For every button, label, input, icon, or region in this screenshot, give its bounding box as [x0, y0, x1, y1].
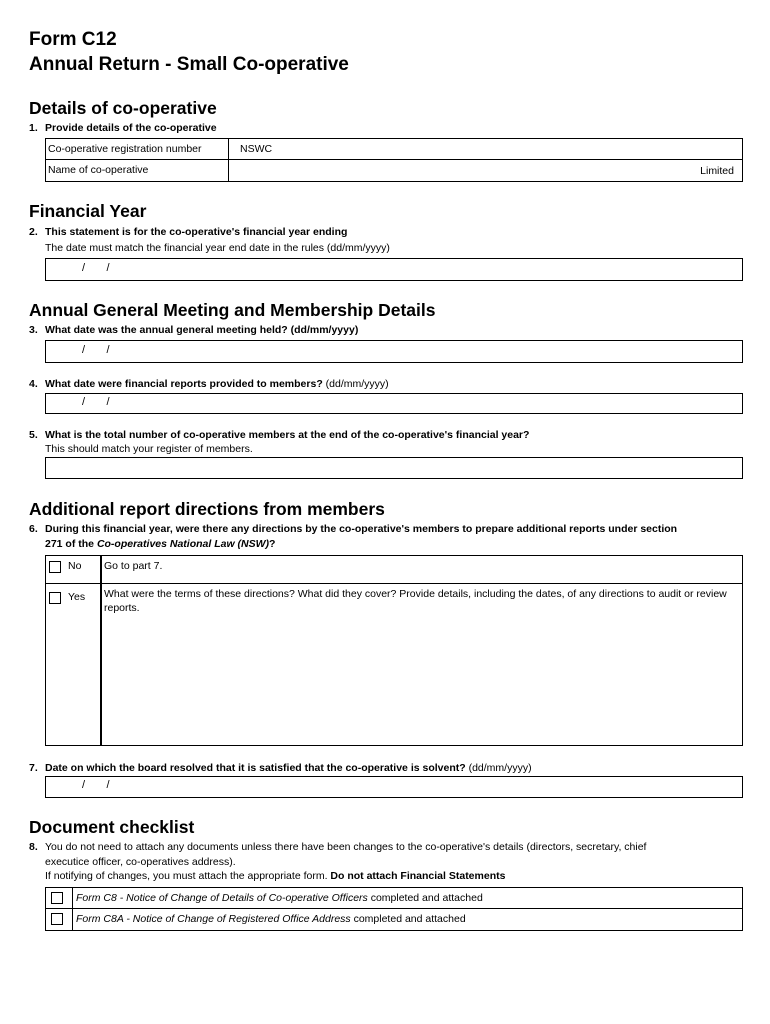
limited-suffix: Limited	[700, 165, 734, 177]
form-title: Annual Return - Small Co-operative	[29, 54, 349, 75]
form-c8-item	[76, 891, 483, 905]
question-8-line2: executice officer, co-operatives address).	[45, 856, 236, 868]
question-text: What is the total number of co-operative members at the end of the co-operative's financial year?	[45, 429, 530, 441]
question-5	[29, 428, 529, 442]
question-text: What date was the annual general meeting held? (dd/mm/yyyy)	[45, 324, 359, 336]
date-separators: / /	[82, 344, 110, 356]
member-count-field[interactable]	[45, 457, 743, 479]
registration-number-label: Co-operative registration number	[48, 143, 202, 155]
yes-label: Yes	[68, 591, 86, 603]
registration-number-field[interactable]: NSWC	[240, 143, 273, 155]
date-separators: / /	[82, 779, 110, 791]
form-c8-name: Form C8 - Notice of Change of Details of Co-operative Officers	[76, 892, 368, 904]
date-format-hint: (dd/mm/yyyy)	[325, 378, 389, 390]
table-divider	[45, 908, 743, 909]
no-instruction: Go to part 7.	[104, 560, 163, 572]
agm-heading: Annual General Meeting and Membership Details	[29, 300, 436, 320]
question-8-line1: You do not need to attach any documents unless there have been changes to the co-operative's details (directors, secretary, chief	[45, 841, 647, 853]
question-8-line3	[45, 869, 505, 883]
question-text: This statement is for the co-operative's financial year ending	[45, 226, 348, 238]
form-number: Form C12	[29, 29, 117, 50]
question-7	[29, 761, 532, 775]
completed-text: completed and attached	[367, 892, 483, 904]
directions-details-field[interactable]	[103, 620, 739, 742]
question-text: What date were financial reports provided to members?	[45, 378, 323, 390]
form-c8a-checkbox[interactable]	[51, 913, 63, 925]
question-8-instruction: If notifying of changes, you must attach the appropriate form.	[45, 870, 328, 882]
financial-year-heading: Financial Year	[29, 201, 147, 221]
question-text: Provide details of the co-operative	[45, 122, 217, 134]
yes-instruction: What were the terms of these directions? What did they cover? Provide details, including the dates, of any directions to audit or review reports.	[104, 588, 727, 614]
question-number: 4.	[29, 378, 38, 390]
question-6	[29, 522, 739, 536]
table-divider	[100, 555, 102, 746]
question-1	[29, 121, 217, 135]
question-number: 7.	[29, 762, 38, 774]
law-name: Co-operatives National Law (NSW)	[96, 538, 270, 550]
question-text: 271 of the	[45, 538, 97, 550]
date-separators: / /	[82, 262, 110, 274]
question-text: During this financial year, were there any directions by the co-operative's members to prepare additional reports under section	[45, 523, 678, 535]
additional-heading: Additional report directions from members	[29, 499, 385, 519]
financial-year-end-date-field[interactable]	[45, 258, 743, 281]
question-2-note: The date must match the financial year end date in the rules (dd/mm/yyyy)	[45, 242, 390, 254]
coop-name-label: Name of co-operative	[48, 164, 149, 176]
question-number: 3.	[29, 324, 38, 336]
table-divider	[45, 583, 743, 584]
question-text: Date on which the board resolved that it is satisfied that the co-operative is solvent?	[45, 762, 466, 774]
question-5-note: This should match your register of members.	[45, 443, 253, 455]
form-c8a-name: Form C8A - Notice of Change of Registered Office Address	[76, 913, 351, 925]
form-c8a-item	[76, 912, 466, 926]
question-number: 8.	[29, 841, 38, 853]
no-checkbox[interactable]	[49, 561, 61, 573]
question-number: 5.	[29, 429, 38, 441]
question-number: 2.	[29, 226, 38, 238]
completed-text: completed and attached	[350, 913, 466, 925]
solvency-date-field[interactable]	[45, 776, 743, 798]
question-number: 6.	[29, 523, 38, 535]
question-6-line2	[45, 537, 275, 551]
question-3	[29, 323, 358, 337]
reports-date-field[interactable]	[45, 393, 743, 414]
table-divider	[72, 887, 73, 931]
question-2	[29, 225, 347, 239]
question-text: ?	[269, 538, 276, 550]
form-c8-checkbox[interactable]	[51, 892, 63, 904]
yes-checkbox[interactable]	[49, 592, 61, 604]
question-8-warning: Do not attach Financial Statements	[330, 870, 506, 882]
date-separators: / /	[82, 396, 110, 408]
date-format-hint: (dd/mm/yyyy)	[468, 762, 532, 774]
no-label: No	[68, 560, 82, 572]
agm-date-field[interactable]	[45, 340, 743, 363]
question-4	[29, 377, 389, 391]
coop-name-field[interactable]	[232, 160, 732, 180]
question-number: 1.	[29, 122, 38, 134]
question-8	[29, 840, 749, 854]
checklist-heading: Document checklist	[29, 817, 195, 837]
details-heading: Details of co-operative	[29, 98, 217, 118]
table-divider	[228, 138, 229, 182]
